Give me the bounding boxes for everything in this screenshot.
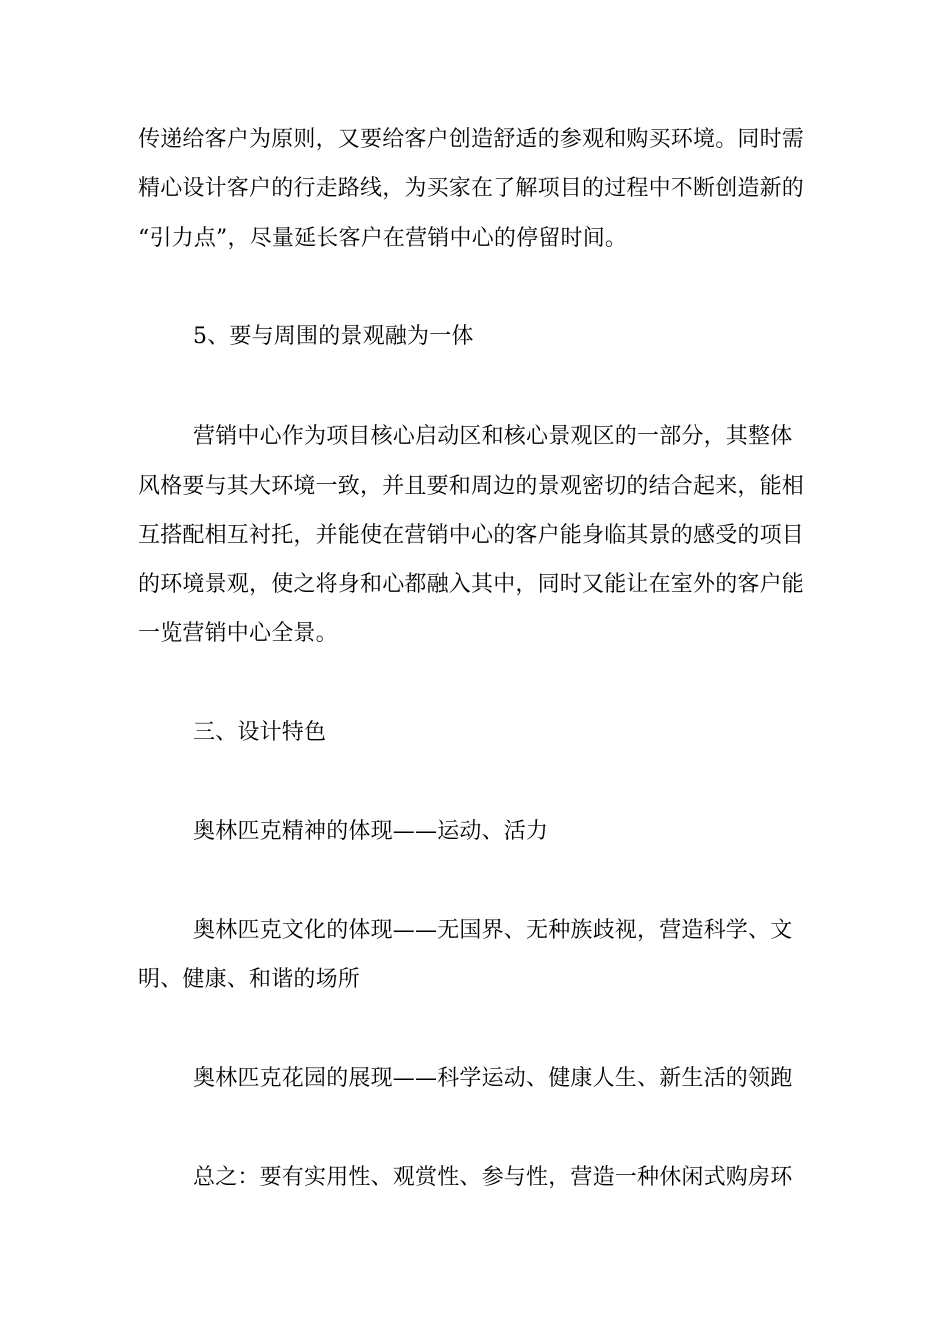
paragraph-garden: 奥林匹克花园的展现——科学运动、健康人生、新生活的领跑 — [193, 1066, 793, 1091]
paragraph-landscape-line-1: 营销中心作为项目核心启动区和核心景观区的一部分，其整体 — [193, 424, 793, 449]
paragraph-culture-line-2: 明、健康、和谐的场所 — [138, 967, 361, 992]
paragraph-intro-line-3: “引力点”，尽量延长客户在营销中心的停留时间。 — [138, 226, 628, 251]
paragraph-landscape-line-4: 的环境景观，使之将身和心都融入其中，同时又能让在室外的客户能 — [138, 572, 805, 597]
paragraph-intro-line-2: 精心设计客户的行走路线，为买家在了解项目的过程中不断创造新的 — [138, 176, 805, 201]
paragraph-landscape-line-3: 互搭配相互衬托，并能使在营销中心的客户能身临其景的感受的项目 — [138, 523, 805, 548]
section-heading-landscape: 5、要与周围的景观融为一体 — [193, 324, 474, 349]
section-heading-design-features: 三、设计特色 — [193, 720, 327, 745]
paragraph-intro-line-1: 传递给客户为原则，又要给客户创造舒适的参观和购买环境。同时需 — [138, 127, 805, 152]
paragraph-landscape-line-2: 风格要与其大环境一致，并且要和周边的景观密切的结合起来，能相 — [138, 474, 805, 499]
paragraph-summary: 总之：要有实用性、观赏性、参与性，营造一种休闲式购房环 — [193, 1165, 793, 1190]
paragraph-spirit: 奥林匹克精神的体现——运动、活力 — [193, 819, 549, 844]
paragraph-landscape-line-5: 一览营销中心全景。 — [138, 621, 338, 646]
paragraph-culture-line-1: 奥林匹克文化的体现——无国界、无种族歧视，营造科学、文 — [193, 918, 793, 943]
